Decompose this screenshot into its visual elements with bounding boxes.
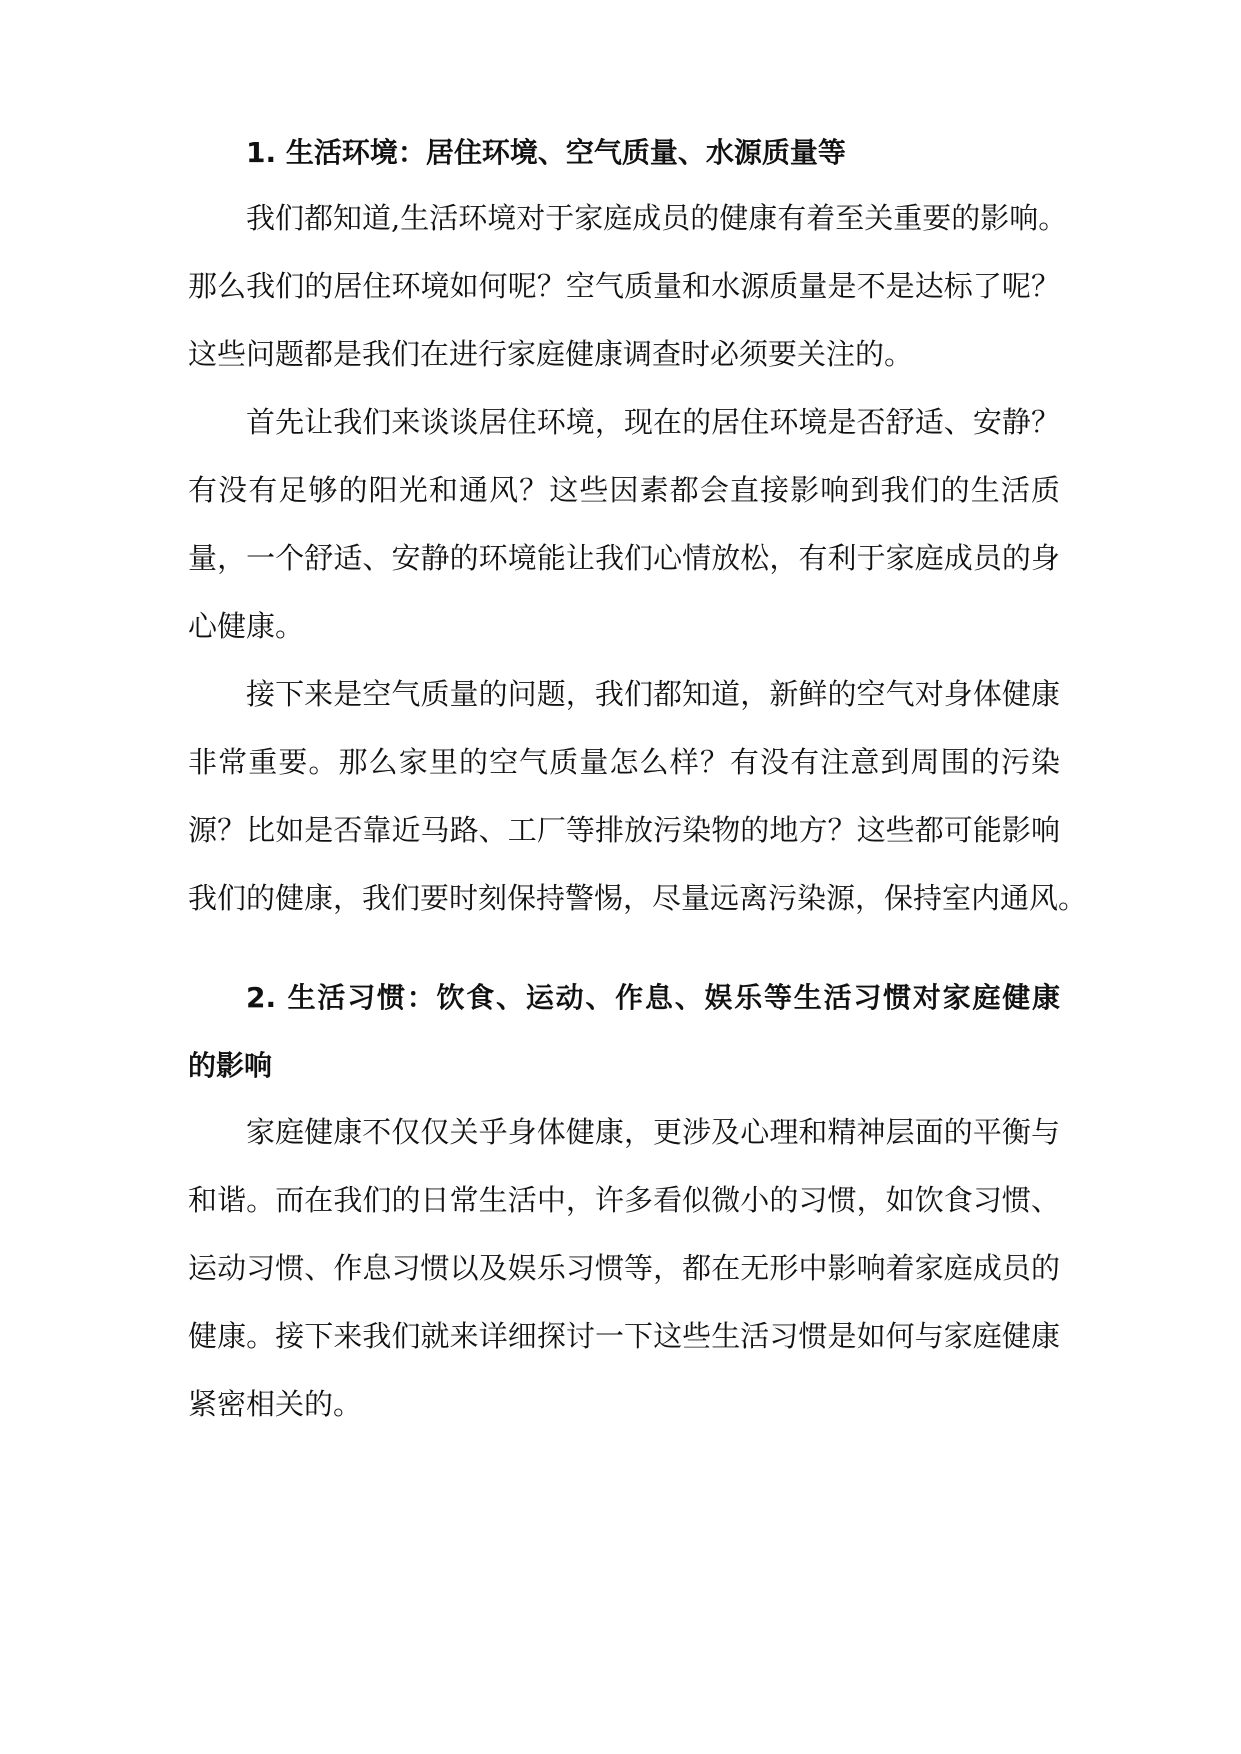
text-line: 健康。接下来我们就来详细探讨一下这些生活习惯是如何与家庭健康 [188,1319,1060,1353]
heading-line: 的影响 [188,1049,273,1082]
text-line: 首先让我们来谈谈居住环境，现在的居住环境是否舒适、安静？ [246,405,1060,439]
text-line: 和谐。而在我们的日常生活中，许多看似微小的习惯，如饮食习惯、 [188,1183,1060,1217]
text-line: 我们的健康，我们要时刻保持警惕，尽量远离污染源，保持室内通风。 [188,881,1088,915]
text-line: 家庭健康不仅仅关乎身体健康，更涉及心理和精神层面的平衡与 [246,1115,1060,1149]
text-line: 这些问题都是我们在进行家庭健康调查时必须要关注的。 [188,337,914,371]
text-line: 我们都知道,生活环境对于家庭成员的健康有着至关重要的影响。 [246,201,1068,235]
heading-line: 2. 生活习惯：饮食、运动、作息、娱乐等生活习惯对家庭健康 [246,981,1060,1014]
text-line: 运动习惯、作息习惯以及娱乐习惯等，都在无形中影响着家庭成员的 [188,1251,1060,1285]
text-line: 那么我们的居住环境如何呢？空气质量和水源质量是不是达标了呢？ [188,269,1060,303]
text-line: 源？比如是否靠近马路、工厂等排放污染物的地方？这些都可能影响 [188,813,1060,847]
text-line: 接下来是空气质量的问题，我们都知道，新鲜的空气对身体健康 [246,677,1060,711]
text-line: 量，一个舒适、安静的环境能让我们心情放松，有利于家庭成员的身 [188,541,1060,575]
text-line: 紧密相关的。 [188,1387,363,1421]
section-1-heading: 1. 生活环境：居住环境、空气质量、水源质量等 [246,136,846,169]
text-line: 心健康。 [188,609,305,643]
text-line: 有没有足够的阳光和通风？这些因素都会直接影响到我们的生活质 [188,473,1060,507]
text-line: 非常重要。那么家里的空气质量怎么样？有没有注意到周围的污染 [188,745,1060,779]
